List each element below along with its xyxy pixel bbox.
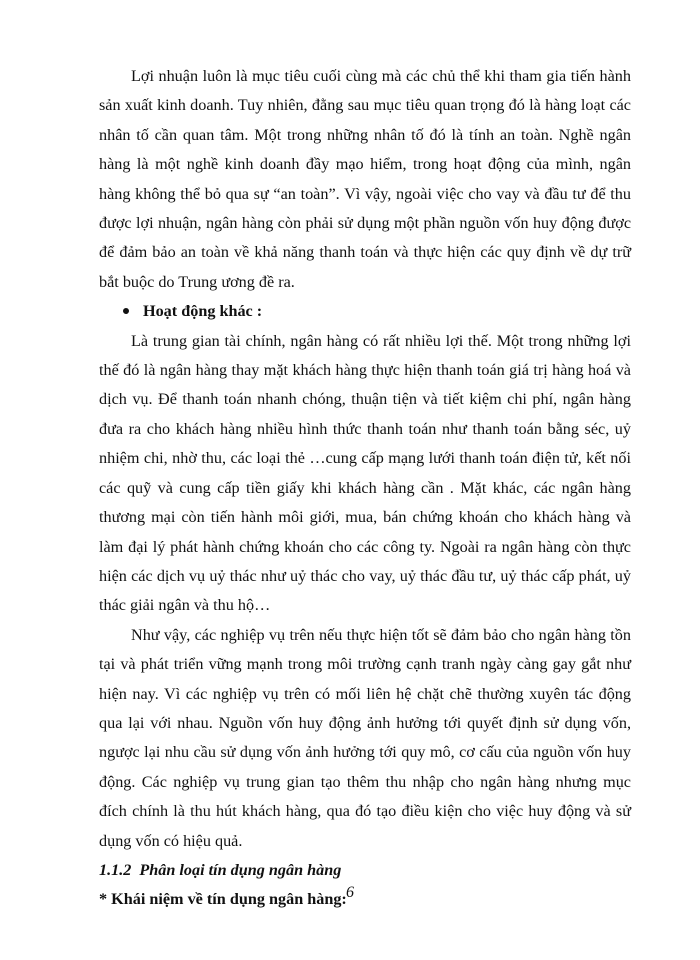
bullet-heading-other-activities — [99, 297, 631, 326]
section-heading — [99, 856, 631, 885]
paragraph-profit-safety: Lợi nhuận luôn là mục tiêu cuối cùng mà các chủ thể khi tham gia tiến hành sản xuất kinh doanh. Tuy nhiên, đằng sau mục tiêu quan trọng đó là hàng loạt các nhân tố cần quan tâm. Một trong những nhân tố đó là tính an toàn. Nghề ngân hàng là một nghề kinh doanh đầy mạo hiểm, trong hoạt động của mình, ngân hàng không thể bỏ qua sự “an toàn”. Vì vậy, ngoài việc cho vay và đầu tư để thu được lợi nhuận, ngân hàng còn phải sử dụng một phần nguồn vốn huy động được để đảm bảo an toàn về khả năng thanh toán và thực hiện các quy định về dự trữ bắt buộc do Trung ương đề ra. — [99, 67, 631, 291]
paragraph-summary: Như vậy, các nghiệp vụ trên nếu thực hiện tốt sẽ đảm bảo cho ngân hàng tồn tại và phát triển vững mạnh trong môi trường cạnh tranh ngày càng gay gắt như hiện nay. Vì các nghiệp vụ trên có mối liên hệ chặt chẽ thường xuyên tác động qua lại với nhau. Nguồn vốn huy động ảnh hưởng tới quyết định sử dụng vốn, ngược lại nhu cầu sử dụng vốn ảnh hưởng tới quy mô, cơ cấu của nguồn vốn huy động. Các nghiệp vụ trung gian tạo thêm thu nhập cho ngân hàng nhưng mục đích chính là thu hút khách hàng, qua đó tạo điều kiện cho việc huy động và sử dụng vốn có hiệu quả. — [99, 625, 631, 850]
page-number: 6 — [346, 884, 354, 901]
section-number: 1.1.2 — [99, 860, 132, 879]
paragraph-other-activities: Là trung gian tài chính, ngân hàng có rất nhiều lợi thế. Một trong những lợi thế đó là ngân hàng thay mặt khách hàng thực hiện thanh toán giá trị hàng hoá và dịch vụ. Để thanh toán nhanh chóng, thuận tiện và tiết kiệm chi phí, ngân hàng đưa ra cho khách hàng nhiều hình thức thanh toán như thanh toán bằng séc, uỷ nhiệm chi, nhờ thu, các loại thẻ …cung cấp mạng lưới thanh toán điện tử, kết nối các quỹ và cung cấp tiền giấy khi khách hàng cần . Mặt khác, các ngân hàng thương mại còn tiến hành môi giới, mua, bán chứng khoán cho khách hàng và làm đại lý phát hành chứng khoán cho các công ty. Ngoài ra ngân hàng còn thực hiện các dịch vụ uỷ thác như uỷ thác cho vay, uỷ thác đầu tư, uỷ thác cấp phát, uỷ thác giải ngân và thu hộ… — [99, 331, 631, 615]
bullet-icon — [123, 308, 129, 314]
bullet-heading-text: Hoạt động khác : — [143, 302, 263, 321]
subheading-credit-concept: * Khái niệm về tín dụng ngân hàng: — [99, 890, 347, 909]
document-body — [99, 62, 631, 915]
section-title: Phân loại tín dụng ngân hàng — [139, 860, 342, 879]
